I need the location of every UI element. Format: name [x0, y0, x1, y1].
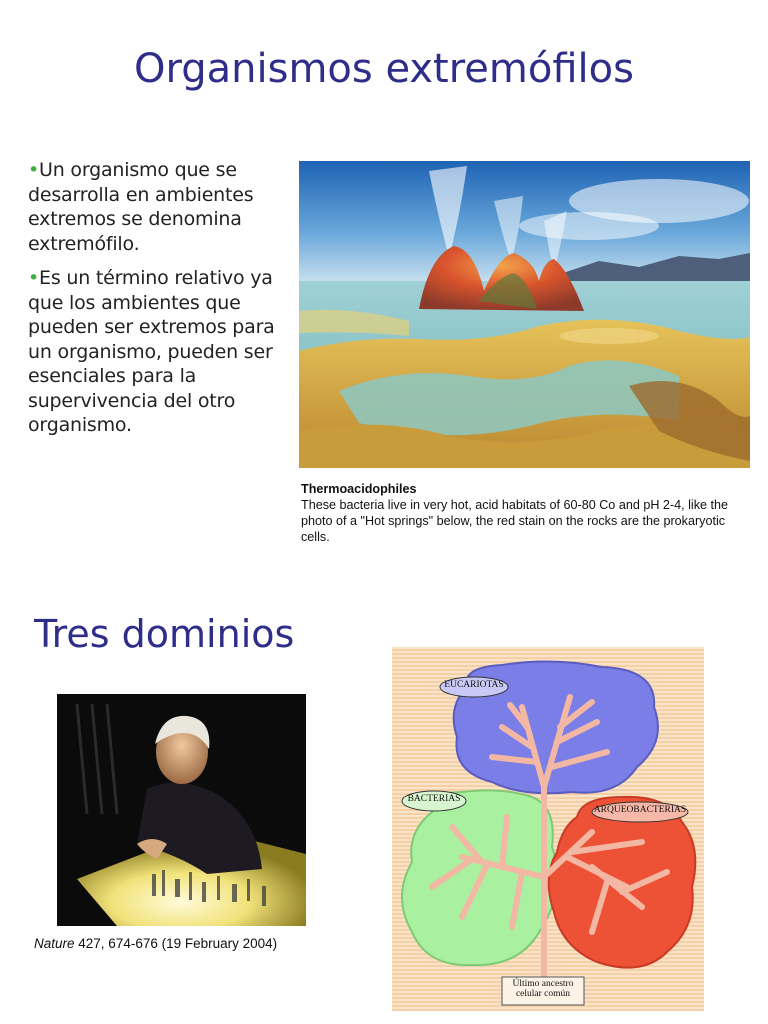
bullet-list	[28, 158, 290, 448]
bullet-item	[28, 158, 290, 256]
bullet-item	[28, 266, 290, 438]
citation-journal: Nature	[34, 936, 75, 951]
citation	[34, 936, 277, 951]
slide-three-domains	[0, 590, 768, 1024]
bullet-text: Es un término relativo ya que los ambientes que pueden ser extremos para un organismo, pueden ser esenciales para la supervivencia del otro organismo.	[28, 267, 275, 436]
citation-details: 427, 674-676 (19 February 2004)	[74, 936, 278, 951]
bullet-marker: •	[28, 267, 40, 289]
label-archaea: ARQUEOBACTERIAS	[593, 805, 687, 815]
caption-text: These bacteria live in very hot, acid habitats of 60-80 Co and pH 2-4, like the photo of a "Hot springs" below, the red stain on the rocks are the prokaryotic cells.	[301, 498, 729, 544]
label-common-ancestor-line2: celular común	[515, 989, 571, 999]
slide-title: Tres dominios	[34, 612, 295, 656]
slide-title: Organismos extremófilos	[134, 46, 634, 92]
bullet-text: Un organismo que se desarrolla en ambientes extremos se denomina extremófilo.	[28, 159, 254, 255]
label-eukarya: EUCARIOTAS	[444, 680, 504, 690]
label-common-ancestor-line1: Último ancestro	[512, 979, 574, 989]
hot-springs-photo	[299, 161, 750, 468]
three-domain-tree-diagram	[392, 647, 704, 1011]
label-common-ancestor	[502, 979, 584, 999]
scientist-photo	[57, 694, 306, 926]
label-bacteria: BACTERIAS	[407, 794, 461, 804]
caption-title: Thermoacidophiles	[301, 482, 417, 496]
photo-caption	[301, 481, 751, 545]
bullet-marker: •	[28, 159, 40, 181]
